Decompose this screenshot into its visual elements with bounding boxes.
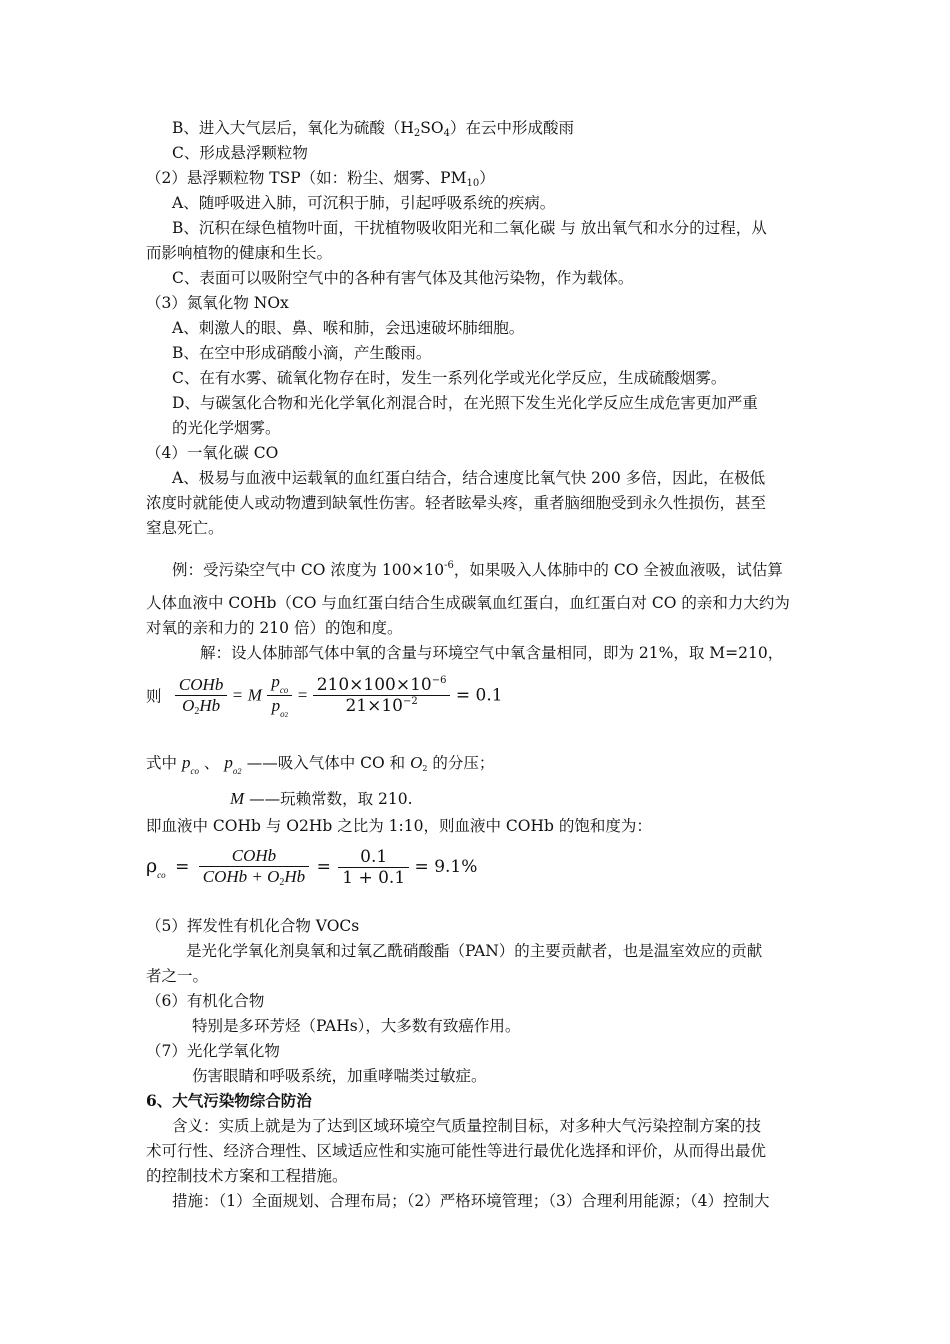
line-30: 特别是多环芳烃（PAHs），大多数有致癌作用。 [192, 1017, 521, 1035]
line-9: A、刺激人的眼、鼻、喉和肺，会迅速破坏肺细胞。 [172, 319, 525, 337]
example-line-1: 例：受污染空气中 CO 浓度为 $100\times 10^{-6}$，如果吸入人体肺中的 CO 全被血液吸，试估算 [172, 560, 783, 579]
example-line-2: 人体血液中 COHb（CO 与血红蛋白结合生成碳氧血红蛋白，血红蛋白对 CO 的亲和力大约为 [146, 594, 790, 612]
line-12: D、与碳氢化合物和光化学氧化剂混合时，在光照下发生光化学反应生成危害更加严重 [172, 394, 758, 412]
line-36: 的控制技术方案和工程措施。 [146, 1167, 348, 1185]
eq1-numeric-fraction: $\frac{210\times 100\times 10^{-6}}{21\times 10^{-2}}$ [313, 675, 451, 716]
line-2: C、形成悬浮颗粒物 [172, 144, 308, 162]
line-4: A、随呼吸进入肺，可沉积于肺，引起呼吸系统的疾病。 [172, 194, 556, 212]
eq1-pressure-fraction: $\frac{p_{co}}{p_{o2}}$ [267, 672, 292, 719]
line-7: C、表面可以吸附空气中的各种有害气体及其他污染物，作为载体。 [172, 269, 634, 287]
eq2-saturation-fraction: $\frac{\text{COHb}}{COHb + O_2Hb}$ [199, 846, 309, 888]
line-35: 术可行性、经济合理性、区域适应性和实施可能性等进行最优化选择和评价，从而得出最优 [146, 1142, 767, 1160]
heading-photochem: （7）光化学氧化物 [146, 1042, 280, 1060]
heading-section-6: 6、大气污染物综合防治 [146, 1091, 312, 1110]
line-37: 措施：（1）全面规划、合理布局；（2）严格环境管理；（3）合理利用能源；（4）控制大 [172, 1192, 770, 1210]
heading-tsp: （2）悬浮颗粒物 TSP（如：粉尘、烟雾、$PM_{10}$） [146, 169, 495, 189]
line-27: 是光化学氧化剂臭氧和过氧乙酰硝酸酯（PAN）的主要贡献者，也是温室效应的贡献 [186, 942, 763, 960]
line-15: A、极易与血液中运载氧的血红蛋白结合，结合速度比氧气快 200 多倍，因此，在极低 [172, 469, 766, 487]
line-16: 浓度时就能使人或动物遭到缺氧性伤害。轻者眩晕头疼，重者脑细胞受到永久性损伤，甚至 [146, 494, 767, 512]
line-13: 的光化学烟雾。 [172, 419, 281, 437]
equation-2: $\rho_{co}$ = $\frac{\text{COHb}}{COHb + O_2Hb}$ = $\frac{0.1}{1 + 0.1}$ = 9.1% [146, 846, 478, 888]
heading-co: （4）一氧化碳 CO [146, 444, 279, 462]
example-line-3: 对氧的亲和力的 210 倍）的饱和度。 [146, 619, 403, 637]
heading-vocs: （5）挥发性有机化合物 VOCs [146, 917, 360, 935]
line-1: B、进入大气层后，氧化为硫酸$(H_2SO_4)$在云中形成酸雨 [172, 119, 575, 139]
heading-organic: （6）有机化合物 [146, 992, 265, 1010]
line-34: 含义：实质上就是为了达到区域环境空气质量控制目标，对多种大气污染控制方案的技 [172, 1117, 762, 1135]
solution-line: 解：设人体肺部气体中氧的含量与环境空气中氧含量相同，即为 21%，取 M=210， [200, 644, 784, 662]
eq2-numeric-fraction: $\frac{0.1}{1 + 0.1}$ [338, 847, 409, 888]
eq1-lhs-fraction: $\frac{\text{COHb}}{O_2Hb}$ [175, 675, 227, 717]
constant-line: M ——玩赖常数，取 210. [230, 789, 413, 808]
where-line: 式中 $p_{co}$ 、 $p_{o2}$ ——吸入气体中 CO 和 $O_2$ 的分压； [146, 753, 495, 776]
line-28: 者之一。 [146, 967, 209, 985]
ratio-line: 即血液中 COHb 与 O2Hb 之比为 1:10，则血液中 COHb 的饱和度为： [146, 817, 652, 835]
line-5: B、沉积在绿色植物叶面，干扰植物吸收阳光和二氧化碳 与 放出氧气和水分的过程，从 [172, 219, 767, 237]
line-17: 窒息死亡。 [146, 519, 224, 537]
line-10: B、在空中形成硝酸小滴，产生酸雨。 [172, 344, 432, 362]
equation-1: 则 $\frac{\text{COHb}}{O_2Hb}$ = M $\frac{p_{co}}{p_{o2}}$ = $\frac{210\times 100\times 10^{-6}}{21\times 10^{-2}}$ = 0.1 [146, 672, 503, 719]
line-32: 伤害眼睛和呼吸系统，加重哮喘类过敏症。 [192, 1067, 487, 1085]
line-6: 而影响植物的健康和生长。 [146, 244, 333, 262]
line-11: C、在有水雾、硫氧化物存在时，发生一系列化学或光化学反应，生成硫酸烟雾。 [172, 369, 727, 387]
heading-nox: （3）氮氧化物 NOx [146, 294, 289, 312]
